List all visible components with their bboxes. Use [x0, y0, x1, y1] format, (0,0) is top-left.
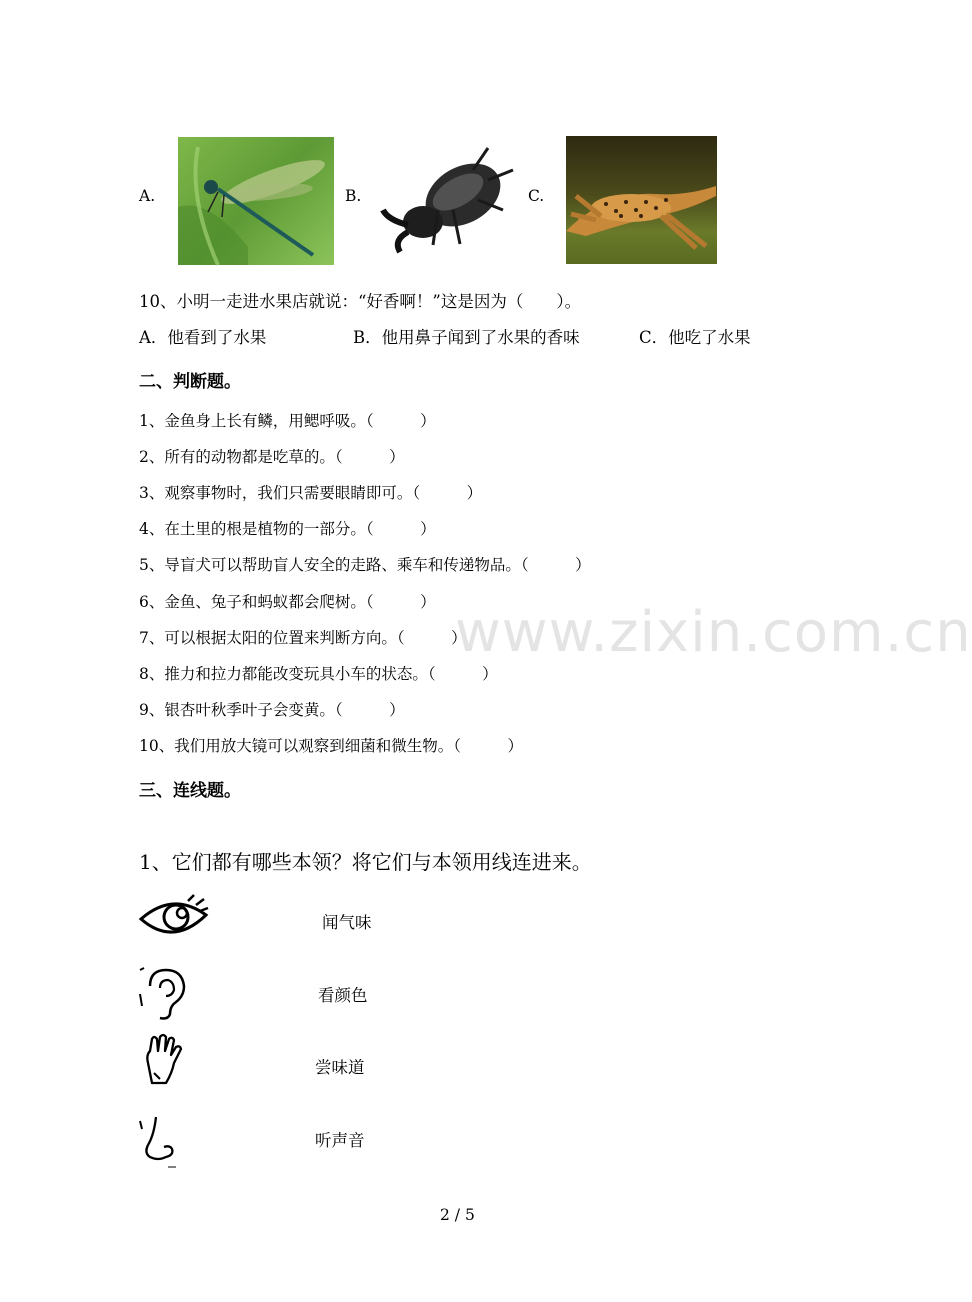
ability-hear: 听声音: [315, 1131, 365, 1150]
ability-see-color: 看颜色: [318, 986, 368, 1005]
option-a-label: A.: [139, 187, 156, 205]
judgment-item-7: 7、可以根据太阳的位置来判断方向。（ ）: [139, 629, 467, 647]
judgment-item-8: 8、推力和拉力都能改变玩具小车的状态。（ ）: [139, 665, 498, 683]
question-10-option-b: B．他用鼻子闻到了水果的香味: [353, 328, 580, 347]
judgment-item-9: 9、银杏叶秋季叶子会变黄。（ ）: [139, 701, 405, 719]
judgment-item-3: 3、观察事物时，我们只需要眼睛即可。（ ）: [139, 484, 483, 502]
hand-icon: [138, 1033, 190, 1087]
page-number: 2 / 5: [440, 1206, 475, 1224]
judgment-item-10: 10、我们用放大镜可以观察到细菌和微生物。（ ）: [139, 737, 523, 755]
judgment-item-1: 1、金鱼身上长有鳞，用鳃呼吸。（ ）: [139, 412, 436, 430]
option-b-label: B.: [345, 187, 362, 205]
watermark: www.zixin.com.cn: [455, 600, 972, 665]
judgment-item-5: 5、导盲犬可以帮助盲人安全的走路、乘车和传递物品。（ ）: [139, 556, 591, 574]
question-10-text: 10、小明一走进水果店就说：“好香啊！”这是因为（ ）。: [139, 292, 582, 311]
dragonfly-image: [178, 137, 334, 265]
beetle-image: [378, 140, 520, 264]
judgment-item-6: 6、金鱼、兔子和蚂蚁都会爬树。（ ）: [139, 593, 436, 611]
ability-taste: 尝味道: [315, 1058, 365, 1077]
judgment-item-2: 2、所有的动物都是吃草的。（ ）: [139, 448, 405, 466]
question-10-option-c: C．他吃了水果: [639, 328, 751, 347]
question-10-option-a: A．他看到了水果: [139, 328, 267, 347]
judgment-item-4: 4、在土里的根是植物的一部分。（ ）: [139, 520, 436, 538]
matching-question: 1、它们都有哪些本领？将它们与本领用线连进来。: [139, 850, 592, 874]
eye-icon: [138, 893, 210, 943]
ear-icon: [138, 966, 190, 1022]
ability-smell: 闻气味: [322, 913, 372, 932]
section-2-title: 二、判断题。: [139, 372, 241, 392]
option-c-label: C.: [528, 187, 545, 205]
nose-icon: [138, 1115, 188, 1171]
section-3-title: 三、连线题。: [139, 781, 241, 801]
cheetah-image: [566, 136, 717, 264]
